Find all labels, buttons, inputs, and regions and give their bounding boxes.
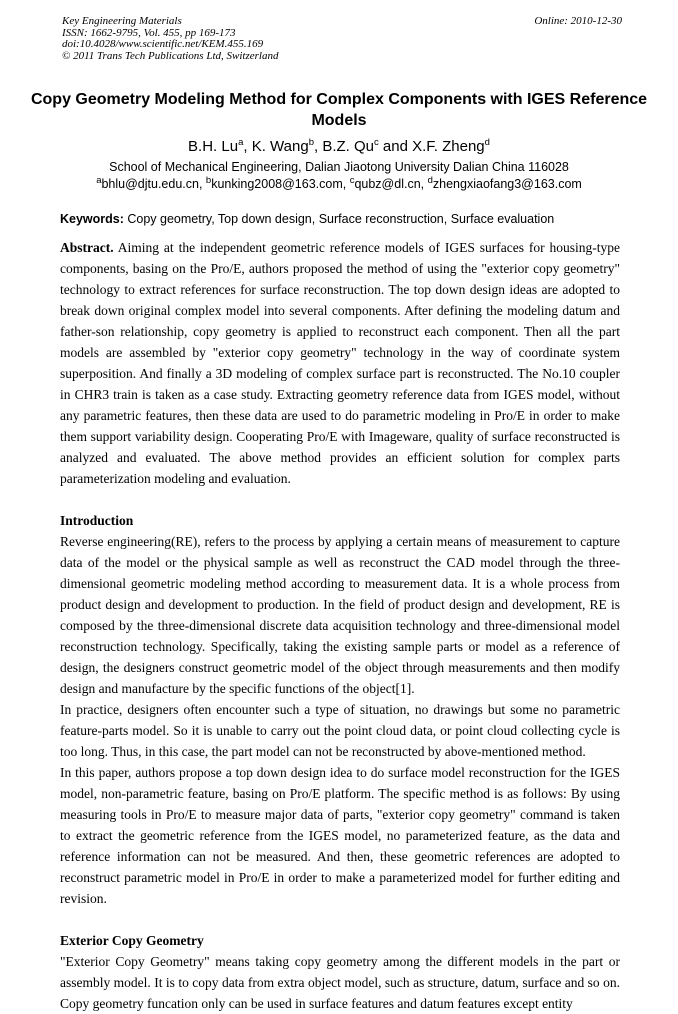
- author-name: , K. Wang: [243, 138, 309, 156]
- author-name: , B.Z. Qu: [313, 138, 374, 156]
- paragraph: In practice, designers often encounter such a type of situation, no drawings but some no parametric feature-parts model. So it is unable to carry out the point cloud data, or point cloud collecting cycle is too long. Thus, in this case, the part model can not be reconstructed by above-mentioned method.: [60, 702, 620, 760]
- abstract-paragraph: [60, 237, 620, 489]
- section-exterior-copy-geometry-body: [60, 951, 620, 1014]
- journal-name: Key Engineering Materials: [62, 15, 182, 27]
- issn-line: ISSN: 1662-9795, Vol. 455, pp 169-173: [62, 26, 236, 39]
- email-sup-mark: c: [349, 175, 355, 187]
- section-heading-introduction: Introduction: [60, 513, 134, 529]
- author-name: B.H. Lu: [188, 138, 239, 156]
- affiliation-line: School of Mechanical Engineering, Dalian Jiaotong University Dalian China 116028: [109, 160, 569, 175]
- author-email: bhlu@djtu.edu.cn,: [101, 177, 206, 192]
- doi-line: doi:10.4028/www.scientific.net/KEM.455.169: [62, 38, 264, 51]
- keywords-line: [60, 212, 620, 227]
- online-date: Online: 2010-12-30: [534, 15, 622, 27]
- keywords-label: Keywords:: [60, 212, 124, 227]
- authors-line: [0, 137, 678, 157]
- author-email: qubz@dl.cn,: [354, 177, 428, 192]
- email-sup-mark: a: [96, 175, 102, 187]
- abstract-text: Aiming at the independent geometric reference models of IGES surfaces for housing-type components, basing on the Pro/E, authors proposed the method of using the "exterior copy geometry" technology to extract references for surface reconstruction. The top down design ideas are adopted to break down original complex model into several components. After defining the modeling datum and father-son relationship, copy geometry is applied to reconstruct each component. Then all the part models are assembled by "exterior copy geometry" technology in the way of coordinate system superposition. And finally a 3D modeling of complex surface part is reconstructed. The No.10 coupler in CHR3 train is taken as a case study. Extracting geometry reference data from IGES model, without any parametric features, then these data are used to do parametric modeling in Pro/E in order to make them support variability design. Cooperating Pro/E with Imageware, quality of surface reconstructed is analyzed and evaluated. The above method provides an efficient solution for complex parts parameterization modeling and evaluation.: [60, 240, 620, 487]
- author-name: and X.F. Zheng: [378, 138, 485, 156]
- paragraph: In this paper, authors propose a top down design idea to do surface model reconstruction for the IGES model, non-parametric feature, basing on Pro/E platform. The specific method is as follows: By using measuring tools in Pro/E to measure major data of parts, "exterior copy geometry" command is taken to extract the geometric reference from the IGES model, no parameterized feature, as the data and reference information can not be measured. And then, these geometric references are adopted to reconstruct parametric model in Pro/E in order to make a parameterized model for further editing and revision.: [60, 765, 620, 907]
- journal-info-block: [62, 16, 278, 62]
- journal-header: [0, 0, 678, 62]
- email-sup-mark: d: [427, 175, 433, 187]
- author-email: kunking2008@163.com,: [211, 177, 350, 192]
- author-email: zhengxiaofang3@163.com: [432, 177, 582, 192]
- paper-title: Copy Geometry Modeling Method for Complex Components with IGES Reference Models: [30, 91, 648, 130]
- author-emails-line: [0, 177, 678, 192]
- section-introduction-body: [60, 531, 620, 909]
- author-sup-mark: d: [484, 137, 490, 149]
- author-sup-mark: a: [238, 137, 244, 149]
- email-sup-mark: b: [205, 175, 212, 187]
- author-sup-mark: b: [308, 137, 314, 149]
- keywords-text: Copy geometry, Top down design, Surface reconstruction, Surface evaluation: [123, 212, 555, 227]
- paragraph: "Exterior Copy Geometry" means taking copy geometry among the different models in the part or assembly model. It is to copy data from extra object model, such as structure, datum, surface and so on. Copy geometry funcation only can be used in surface features and datum features except entity: [60, 954, 620, 1012]
- copyright-line: © 2011 Trans Tech Publications Ltd, Switzerland: [62, 49, 279, 62]
- abstract-label: Abstract.: [60, 240, 114, 256]
- author-sup-mark: c: [374, 137, 379, 149]
- section-heading-exterior-copy-geometry: Exterior Copy Geometry: [60, 933, 204, 949]
- paragraph: Reverse engineering(RE), refers to the process by applying a certain means of measurement to capture data of the model or the physical sample as well as reconstruct the CAD model through the three-dimensional geometric modeling method according to measurement data. It is a whole process from product design and development to production. In the field of product design and development, RE is composed by the three-dimensional discrete data acquisition technology and three-dimensional model reconstruction technology. Specifically, taking the existing sample parts or model as a reference of design, the designers construct geometric model of the object through measurements and then modify design and manufacture by the specific functions of the object[1].: [60, 534, 620, 697]
